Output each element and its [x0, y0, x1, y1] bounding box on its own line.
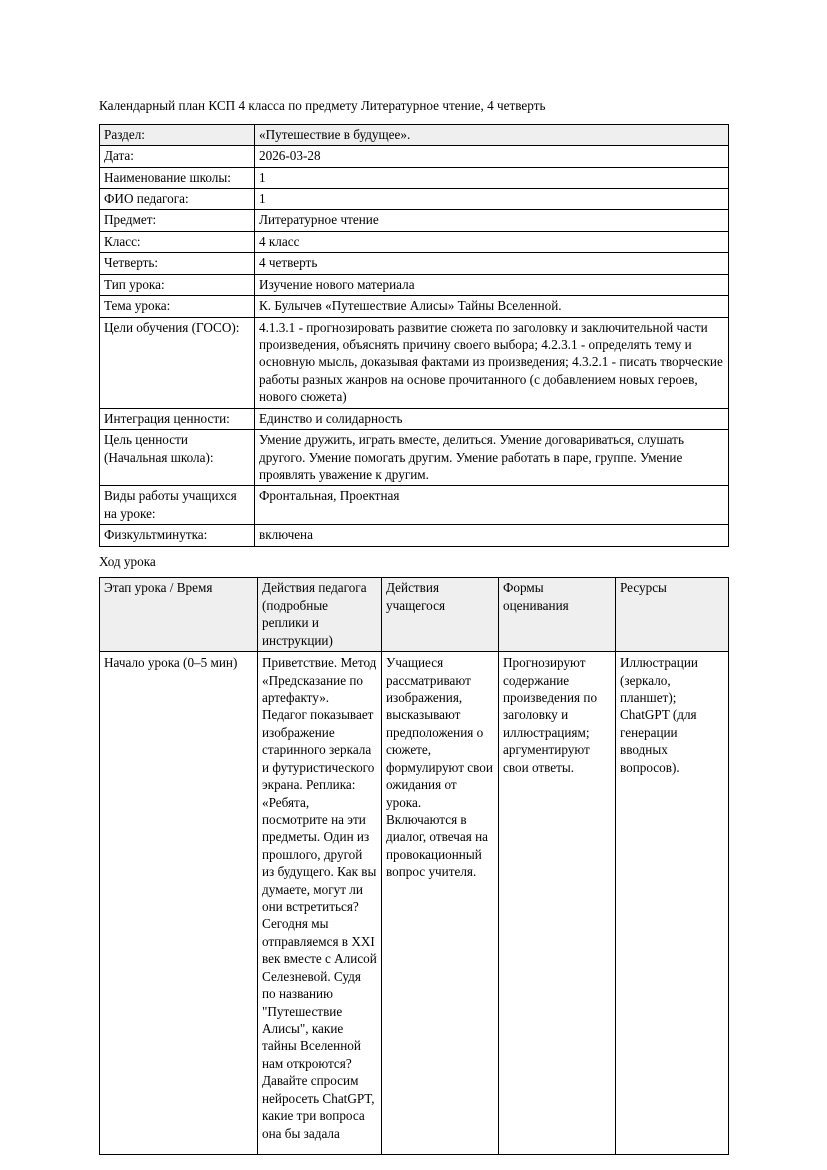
- info-label: Раздел:: [100, 124, 255, 145]
- info-value: Единство и солидарность: [255, 408, 729, 429]
- info-value: 4 четверть: [255, 253, 729, 274]
- info-value: включена: [255, 525, 729, 546]
- info-label: Физкультминутка:: [100, 525, 255, 546]
- column-header-assessment-forms: Формы оценивания: [499, 578, 616, 652]
- info-value: 1: [255, 189, 729, 210]
- info-value: 4 класс: [255, 231, 729, 252]
- teacher-actions-text: Приветствие. Метод «Предсказание по артефакту». Педагог показывает изображение старинного зеркала и футуристического экрана. Реплика: «Ребята, посмотрите на эти предметы. Один из прошлого, другой из будущего. Как вы думаете, могут ли они встретиться? Сегодня мы отправляемся в XXI век вместе с Алисой Селезневой. Судя по названию "Путешествие Алисы", какие тайны Вселенной нам откроются? Давайте спросим нейросеть ChatGPT, какие три вопроса она бы задала: [262, 655, 377, 1141]
- column-header-teacher-actions: Действия педагога (подробные реплики и инструкции): [258, 578, 382, 652]
- info-label: Интеграция ценности:: [100, 408, 255, 429]
- info-value: 2026-03-28: [255, 146, 729, 167]
- lesson-info-table: [99, 124, 729, 547]
- info-label: Дата:: [100, 146, 255, 167]
- page-title: Календарный план КСП 4 класса по предмету Литературное чтение, 4 четверть: [99, 98, 546, 113]
- table-row: [100, 408, 729, 429]
- column-header-student-actions: Действия учащегося: [382, 578, 499, 652]
- table-row: [100, 525, 729, 546]
- lesson-flow-heading: Ход урока: [99, 553, 156, 569]
- cell-student-actions: [382, 652, 499, 1155]
- table-row: [100, 317, 729, 408]
- info-value: Фронтальная, Проектная: [255, 486, 729, 525]
- info-label: Класс:: [100, 231, 255, 252]
- info-label: Тема урока:: [100, 296, 255, 317]
- stage-text: Начало урока (0–5 мин): [104, 655, 238, 671]
- lesson-info-body: [100, 124, 729, 546]
- table-row: [100, 296, 729, 317]
- table-row: [100, 146, 729, 167]
- student-actions-text: Учащиеся рассматривают изображения, высказывают предположения о сюжете, формулируют свои ожидания от урока. Включаются в диалог, отвечая на провокационный вопрос учителя.: [386, 655, 493, 880]
- cell-assessment-forms: [499, 652, 616, 1155]
- info-label: Цель ценности (Начальная школа):: [100, 430, 255, 486]
- cell-resources: [616, 652, 729, 1155]
- cell-stage: [100, 652, 258, 1155]
- info-value: 4.1.3.1 - прогнозировать развитие сюжета по заголовку и заключительной части произведения, объяснять причину своего выбора; 4.2.3.1 - определять тему и основную мысль, доказывая фактами из произведения; 4.3.2.1 - писать творческие работы разных жанров на основе прочитанного (с добавлением новых героев, нового сюжета): [255, 317, 729, 408]
- info-value: Изучение нового материала: [255, 274, 729, 295]
- table-row: [100, 231, 729, 252]
- info-label: Цели обучения (ГОСО):: [100, 317, 255, 408]
- table-row: [100, 652, 729, 1155]
- info-value: К. Булычев «Путешествие Алисы» Тайны Вселенной.: [255, 296, 729, 317]
- assessment-forms-text: Прогнозируют содержание произведения по заголовку и иллюстрациям; аргументируют свои ответы.: [503, 655, 598, 775]
- table-row: [100, 124, 729, 145]
- table-row: [100, 274, 729, 295]
- column-header-stage: Этап урока / Время: [100, 578, 258, 652]
- table-row: [100, 189, 729, 210]
- info-label: ФИО педагога:: [100, 189, 255, 210]
- resources-text: Иллюстрации (зеркало, планшет); ChatGPT (для генерации вводных вопросов).: [620, 655, 698, 775]
- lesson-flow-header: [100, 578, 729, 652]
- table-header-row: [100, 578, 729, 652]
- cell-teacher-actions: [258, 652, 382, 1155]
- info-label: Предмет:: [100, 210, 255, 231]
- table-row: [100, 430, 729, 486]
- info-label: Четверть:: [100, 253, 255, 274]
- table-row: [100, 253, 729, 274]
- lesson-flow-body: [100, 652, 729, 1155]
- table-row: [100, 210, 729, 231]
- table-row: [100, 486, 729, 525]
- table-row: [100, 167, 729, 188]
- lesson-flow-table: [99, 577, 729, 1155]
- info-label: Виды работы учащихся на уроке:: [100, 486, 255, 525]
- info-label: Тип урока:: [100, 274, 255, 295]
- info-value: «Путешествие в будущее».: [255, 124, 729, 145]
- info-value: Умение дружить, играть вместе, делиться. Умение договариваться, слушать другого. Умение помогать другим. Умение работать в паре, группе. Умение проявлять уважение к другим.: [255, 430, 729, 486]
- info-label: Наименование школы:: [100, 167, 255, 188]
- info-value: Литературное чтение: [255, 210, 729, 231]
- document-content: [99, 96, 728, 1155]
- info-value: 1: [255, 167, 729, 188]
- column-header-resources: Ресурсы: [616, 578, 729, 652]
